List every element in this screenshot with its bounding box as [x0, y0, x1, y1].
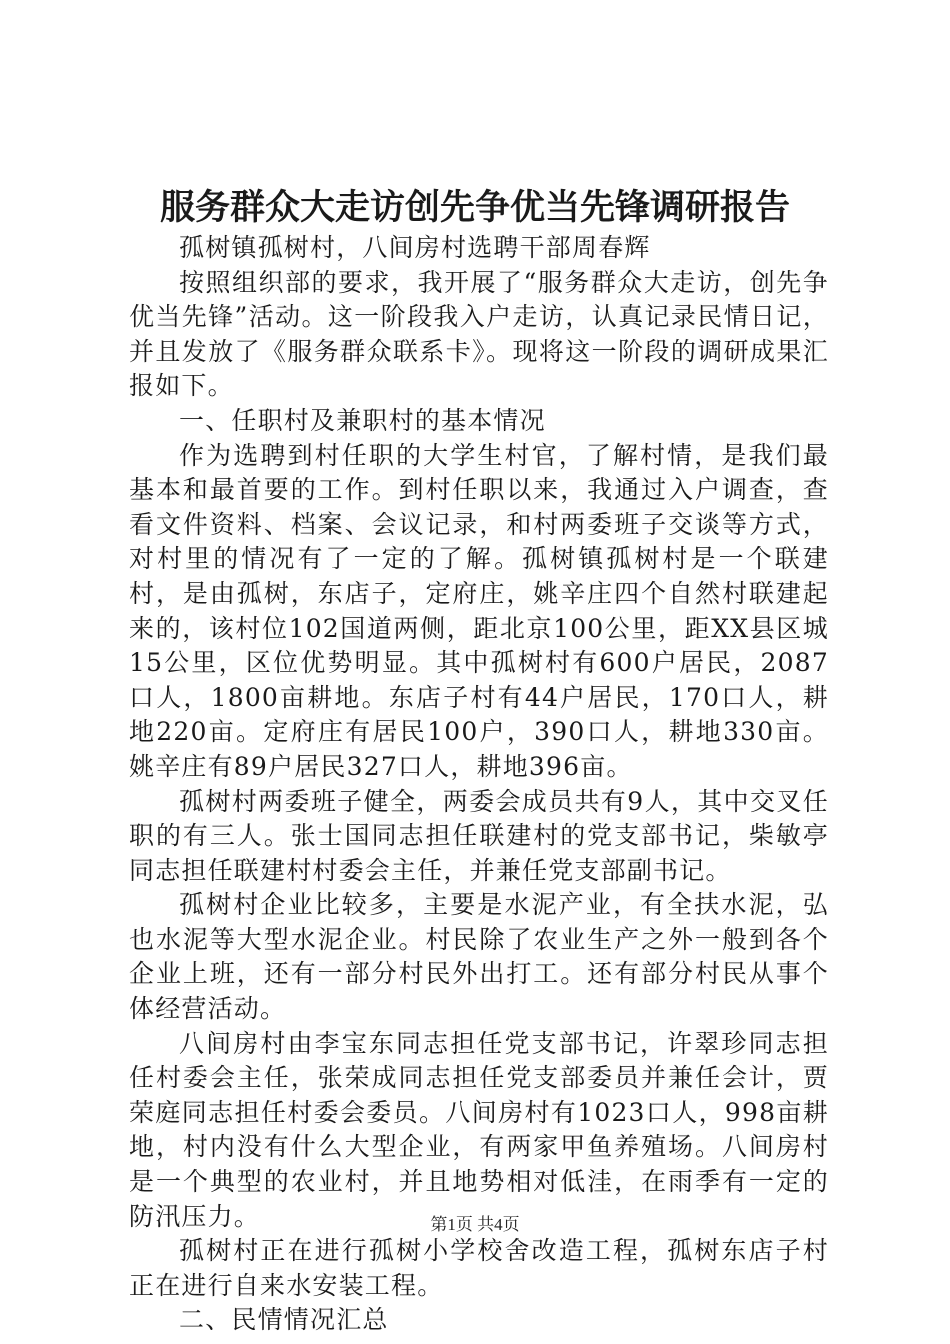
paragraph-committee: 孤树村两委班子健全，两委会成员共有9人，其中交叉任职的有三人。张士国同志担任联建村的党支部书记，柴敏亭同志担任联建村村委会主任，并兼任党支部副书记。 — [129, 786, 829, 885]
paragraph-enterprises: 孤树村企业比较多，主要是水泥产业，有全扶水泥，弘也水泥等大型水泥企业。村民除了农业生产之外一般到各个企业上班，还有一部分村民外出打工。还有部分村民从事个体经营活动。 — [129, 890, 829, 1024]
paragraph-bajianfang: 八间房村由李宝东同志担任党支部书记，许翠珍同志担任村委会主任，张荣成同志担任党支部委员并兼任会计，贾荣庭同志担任村委会委员。八间房村有1023口人，998亩耕地，村内没有什么大型企业，有两家甲鱼养殖场。八间房村是一个典型的农业村，并且地势相对低洼，在雨季有一定的防汛压力。 — [129, 1028, 829, 1231]
document-body — [129, 231, 829, 1338]
author-line: 孤树镇孤树村，八间房村选聘干部周春辉 — [179, 233, 651, 262]
section-heading-1: 一、任职村及兼职村的基本情况 — [179, 405, 546, 435]
paragraph-projects: 孤树村正在进行孤树小学校舍改造工程，孤树东店子村正在进行自来水安装工程。 — [129, 1236, 829, 1300]
page-footer: 第1页 共4页 — [430, 1215, 520, 1234]
section-heading-2: 二、民情情况汇总 — [179, 1305, 389, 1335]
paragraph-village-overview: 作为选聘到村任职的大学生村官，了解村情，是我们最基本和最首要的工作。到村任职以来，我通过入户调查，查看文件资料、档案、会议记录，和村两委班子交谈等方式，对村里的情况有了一定的了解。孤树镇孤树村是一个联建村，是由孤树，东店子，定府庄，姚辛庄四个自然村联建起来的，该村位102国道两侧，距北京100公里，距XX县区城15公里，区位优势明显。其中孤树村有600户居民，2087口人，1800亩耕地。东店子村有44户居民，170口人，耕地220亩。定府庄有居民100户，390口人，耕地330亩。姚辛庄有89户居民327口人，耕地396亩。 — [129, 440, 829, 781]
paragraph-intro: 按照组织部的要求，我开展了“服务群众大走访，创先争优当先锋”活动。这一阶段我入户走访，认真记录民情日记，并且发放了《服务群众联系卡》。现将这一阶段的调研成果汇报如下。 — [129, 267, 829, 401]
document-title: 服务群众大走访创先争优当先锋调研报告 — [159, 188, 790, 228]
